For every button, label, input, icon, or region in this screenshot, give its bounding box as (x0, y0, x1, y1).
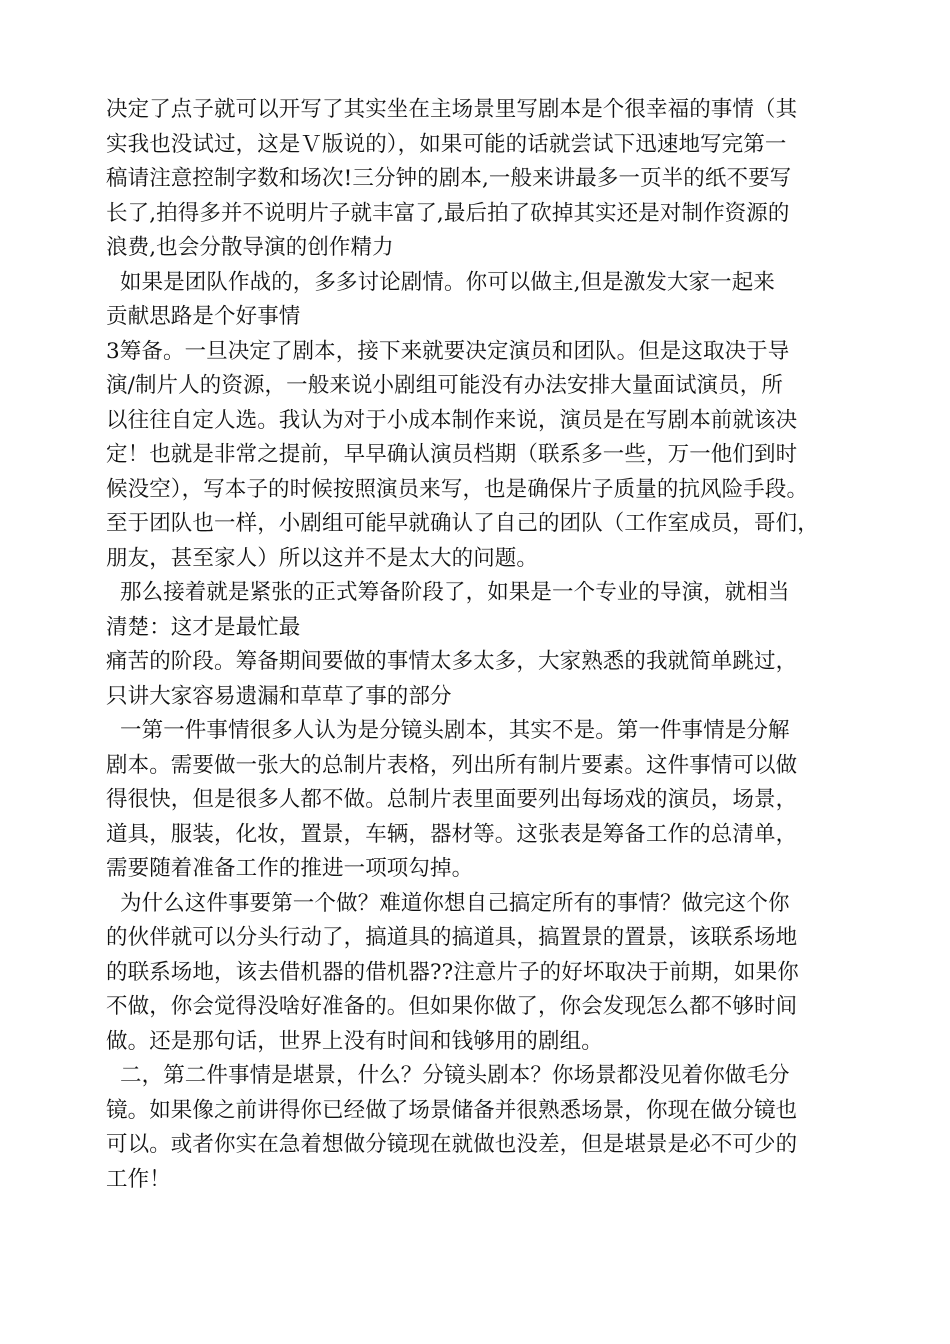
text-line: 二，第二件事情是堪景，什么？分镜头剧本？你场景都没见着你做毛分 (120, 1063, 790, 1088)
text-line: 如果是团队作战的，多多讨论剧情。你可以做主,但是激发大家一起来 (120, 269, 775, 295)
document-body (106, 93, 871, 1197)
text-line: 稿请注意控制字数和场次!三分钟的剧本,一般来讲最多一页半的纸不要写 (106, 166, 792, 191)
text-line: 镜。如果像之前讲得你已经做了场景储备并很熟悉场景，你现在做分镜也 (106, 1097, 798, 1123)
text-line: 需要随着准备工作的推进一项项勾掉。 (106, 856, 474, 881)
text-line: 做。还是那句话，世界上没有时间和钱够用的剧组。 (106, 1028, 603, 1054)
text-line: 至于团队也一样，小剧组可能早就确认了自己的团队（工作室成员，哥们， (106, 511, 819, 536)
text-line: 道具，服装，化妆，置景，车辆，器材等。这张表是筹备工作的总清单， (106, 821, 798, 847)
text-line: 3筹备。一旦决定了剧本，接下来就要决定演员和团队。但是这取决于导 (106, 338, 790, 364)
text-line: 为什么这件事要第一个做？难道你想自己搞定所有的事情？做完这个你 (120, 890, 790, 916)
text-line: 以往往自定人选。我认为对于小成本制作来说，演员是在写剧本前就该决 (106, 407, 798, 433)
text-line: 长了,拍得多并不说明片子就丰富了,最后拍了砍掉其实还是对制作资源的 (106, 200, 790, 226)
text-line: 那么接着就是紧张的正式筹备阶段了，如果是一个专业的导演，就相当 (120, 580, 790, 605)
text-line: 演/制片人的资源，一般来说小剧组可能没有办法安排大量面试演员，所 (106, 373, 783, 398)
text-line: 决定了点子就可以开写了其实坐在主场景里写剧本是个很幸福的事情（其 (106, 97, 798, 122)
text-line: 剧本。需要做一张大的总制片表格，列出所有制片要素。这件事情可以做 (106, 752, 798, 778)
text-line: 工作！ (106, 1166, 171, 1192)
text-line: 的伙伴就可以分头行动了，搞道具的搞道具，搞置景的置景，该联系场地 (106, 925, 798, 950)
text-line: 浪费,也会分散导演的创作精力 (106, 235, 394, 260)
text-line: 实我也没试过，这是Ｖ版说的），如果可能的话就尝试下迅速地写完第一 (106, 131, 787, 157)
text-line: 清楚：这才是最忙最 (106, 614, 301, 640)
text-line: 定！也就是非常之提前，早早确认演员档期（联系多一些，万一他们到时 (106, 442, 798, 467)
text-line: 贡献思路是个好事情 (106, 304, 301, 329)
text-line: 只讲大家容易遗漏和草草了事的部分 (106, 683, 452, 709)
text-line: 痛苦的阶段。筹备期间要做的事情太多太多，大家熟悉的我就简单跳过， (106, 649, 798, 674)
text-line: 得很快，但是很多人都不做。总制片表里面要列出每场戏的演员，场景， (106, 787, 798, 812)
text-line: 朋友，甚至家人）所以这并不是太大的问题。 (106, 545, 539, 571)
text-line: 的联系场地，该去借机器的借机器??注意片子的好坏取决于前期，如果你 (106, 959, 799, 985)
text-line: 候没空），写本子的时候按照演员来写，也是确保片子质量的抗风险手段。 (106, 476, 809, 502)
text-line: 不做，你会觉得没啥好准备的。但如果你做了，你会发现怎么都不够时间 (106, 994, 798, 1019)
text-line: 一第一件事情很多人认为是分镜头剧本，其实不是。第一件事情是分解 (120, 718, 790, 743)
text-line: 可以。或者你实在急着想做分镜现在就做也没差，但是堪景是必不可少的 (106, 1132, 798, 1157)
